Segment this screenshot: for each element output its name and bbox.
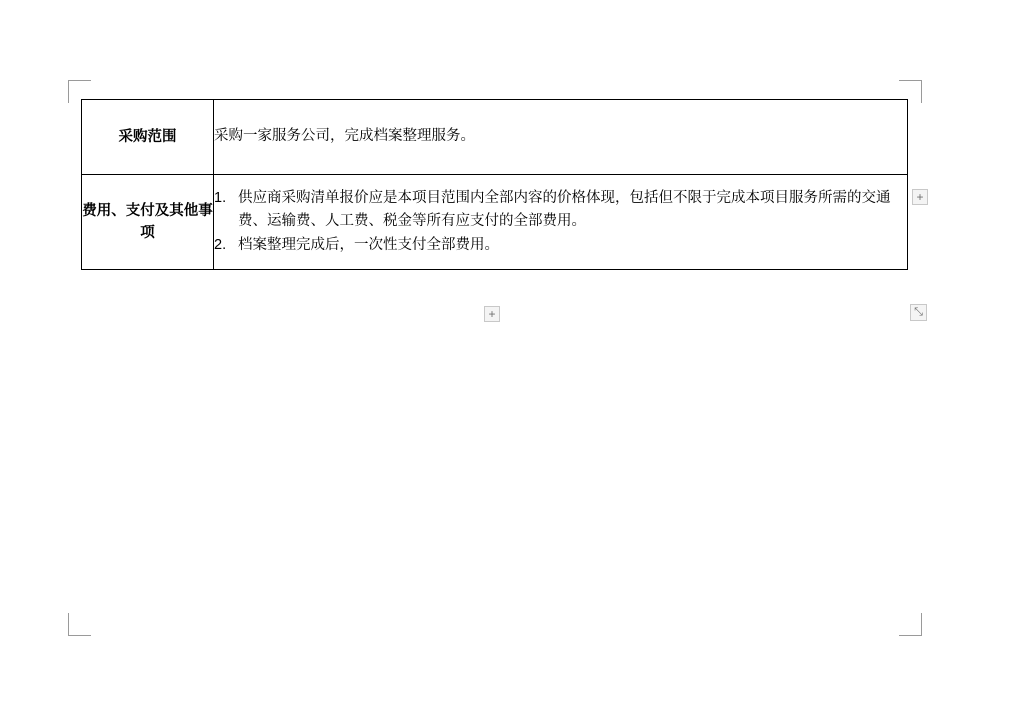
table-row[interactable] [82,100,908,175]
list-marker: 2. [214,236,227,253]
list-item-text: 供应商采购清单报价应是本项目范围内全部内容的价格体现，包括但不限于完成本项目服务所需的交通费、运输费、人工费、税金等所有应支付的全部费用。 [238,189,891,230]
list-item [214,187,907,234]
insert-row-button[interactable]: + [484,306,500,322]
insert-column-button[interactable]: + [912,189,928,205]
list-marker: 1. [214,189,227,206]
table-resize-handle[interactable]: ⤡ [910,304,927,321]
fees-list [214,187,907,257]
list-item [214,234,907,257]
margin-mark-bottom-right [899,613,922,636]
table-row-label-scope[interactable]: 采购范围 [82,100,214,175]
scope-text: 采购一家服务公司，完成档案整理服务。 [214,128,475,145]
table-cell-fees-content[interactable] [214,175,908,270]
table-row[interactable] [82,175,908,270]
table-row-label-fees[interactable]: 费用、支付及其他事项 [82,175,214,270]
margin-mark-bottom-left [68,613,91,636]
document-table[interactable] [81,99,908,270]
list-item-text: 档案整理完成后，一次性支付全部费用。 [238,236,499,253]
table-cell-scope-content[interactable] [214,100,908,175]
